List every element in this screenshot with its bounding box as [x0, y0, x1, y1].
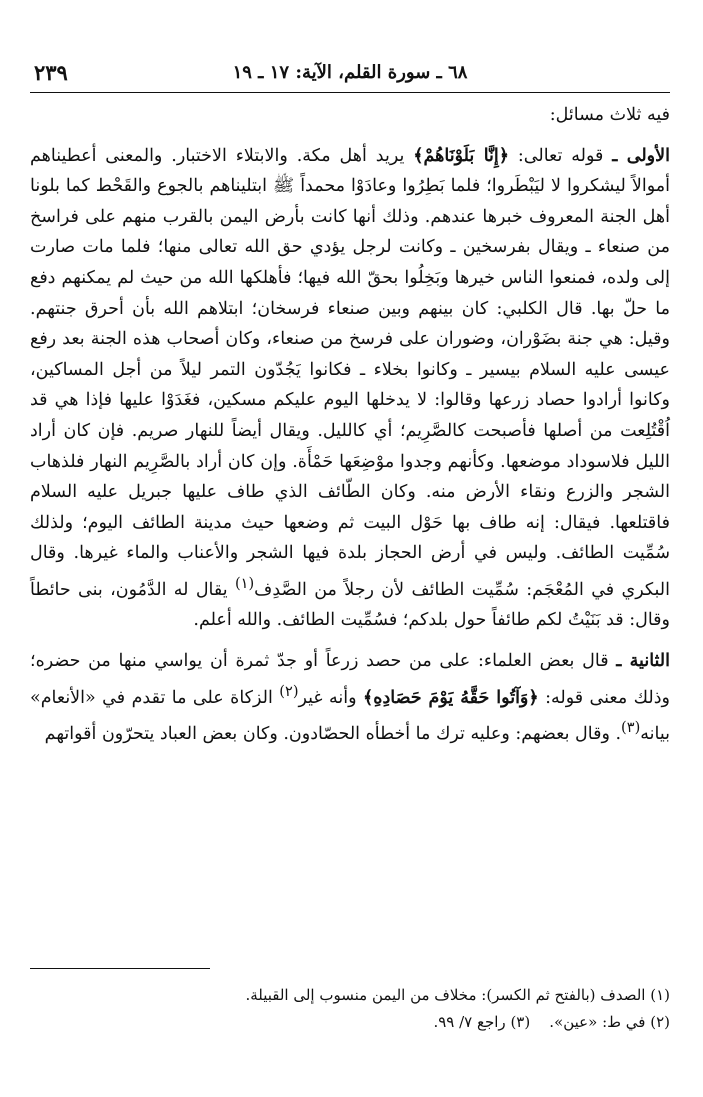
question-one-label: الأولى ـ	[612, 145, 670, 166]
footnote-2-3	[30, 1009, 670, 1036]
question-one-text-after: يقال له الدَّمُون، بنى حائطاً وقال: قد بَنَيْتُ لكم طائفاً حول بلدكم؛ فسُمِّيت الطائف. والله أعلم.	[30, 579, 670, 631]
quran-verse-one: ﴿إِنَّا بَلَوْنَاهُمْ﴾	[413, 145, 510, 166]
footnote-2: (٢) في ط: «عين».	[549, 1013, 670, 1031]
quran-verse-two: ﴿وَآتُوا حَقَّهُ يَوْمَ حَصَادِهِ﴾	[363, 687, 539, 708]
question-one-pre: قوله تعالى:	[509, 145, 613, 166]
page-number: ٢٣٩	[34, 60, 68, 85]
footnotes	[30, 982, 670, 1036]
book-page	[30, 0, 670, 1097]
footnote-ref-1: (١)	[234, 574, 255, 592]
page-header	[30, 58, 670, 93]
question-one-text: يريد أهل مكة. والابتلاء الاختبار. والمعنى أعطيناهم أموالاً ليشكروا لا ليَبْطَروا؛ فلما بَطِرُوا وعادَوْا محمداً ﷺ ابتليناهم بالجوع والقَحْط كما بلونا أهل الجنة المعروف خبرها عندهم. وذلك أنها كانت بأرض اليمن بالقرب منهم على فراسخ من صنعاء ـ ويقال بفرسخين ـ وكانت لرجل يؤدي حق الله تعالى منها؛ فلما مات صارت إلى ولده، فمنعوا الناس خيرها وبَخِلُوا بحقّ الله فيها؛ فأهلكها الله من حيث لم يمكنهم دفع ما حلّ بها. قال الكلبي: كان بينهم وبين صنعاء فرسخان؛ ابتلاهم الله بأن أحرق جنتهم. وقيل: هي جنة بضَوْران، وضوران على فرسخ من صنعاء، وكان أصحاب هذه الجنة بعد رفع عيسى عليه السلام بيسير ـ وكانوا بخلاء ـ فكانوا يَجُدّون التمر ليلاً من أجل المساكين، وكانوا أرادوا حصاد زرعها وقالوا: لا يدخلها اليوم عليكم مسكين، فغَدَوْا عليها فإذا هي قد اُقْتُلِعت من أصلها فأصبحت كالصَّرِيم؛ أي كالليل. ويقال أيضاً للنهار صريم. فإن كان أراد الليل فلاسوداد موضعها. وكأنهم وجدوا موْضِعَها حَمْأَة. وإن كان أراد بالصَّرِيم النهار فلذهاب الشجر والزرع ونقاء الأرض منه. وكان الطّائف الذي طاف عليها جبريل عليه السلام فاقتلعها. فيقال: إنه طاف بها حَوْل البيت ثم وضعها حيث مدينة الطائف اليوم؛ ولذلك سُمِّيت الطائف. وليس في أرض الحجاز بلدة فيها الشجر والأعناب والماء غيرها. وقال البكري في المُعْجَم: سُمِّيت الطائف لأن رجلاً من الصَّدِف	[30, 145, 671, 600]
question-two-paragraph	[30, 646, 670, 749]
footnote-3: (٣) راجع ٧/ ٩٩.	[433, 1013, 531, 1031]
footnote-ref-3: (٣)	[621, 718, 641, 736]
intro-line: فيه ثلاث مسائل:	[549, 105, 670, 125]
main-text	[30, 100, 670, 749]
footnote-ref-2: (٢)	[279, 682, 299, 700]
question-two-text-3: الزكاة على ما تقدم في «الأنعام» بيانه	[30, 687, 670, 744]
question-two-label: الثانية ـ	[616, 650, 670, 671]
running-head: ٦٨ ـ سورة القلم، الآية: ١٧ ـ ١٩	[232, 62, 468, 83]
question-two-text-2: وأنه غير	[298, 687, 364, 708]
footnote-divider	[30, 968, 210, 969]
footnote-1: (١) الصدف (بالفتح ثم الكسر): مخلاف من اليمن منسوب إلى القبيلة.	[245, 986, 670, 1004]
question-two-text-1: قال بعض العلماء: على من حصد زرعاً أو جدّ ثمرة أن يواسي منها من حضره؛ وذلك معنى قوله:	[30, 650, 670, 708]
question-one-paragraph	[30, 141, 670, 636]
question-two-text-4: . وقال بعضهم: وعليه ترك ما أخطأه الحصّادون. وكان بعض العباد يتحرّون أقواتهم	[44, 723, 622, 744]
